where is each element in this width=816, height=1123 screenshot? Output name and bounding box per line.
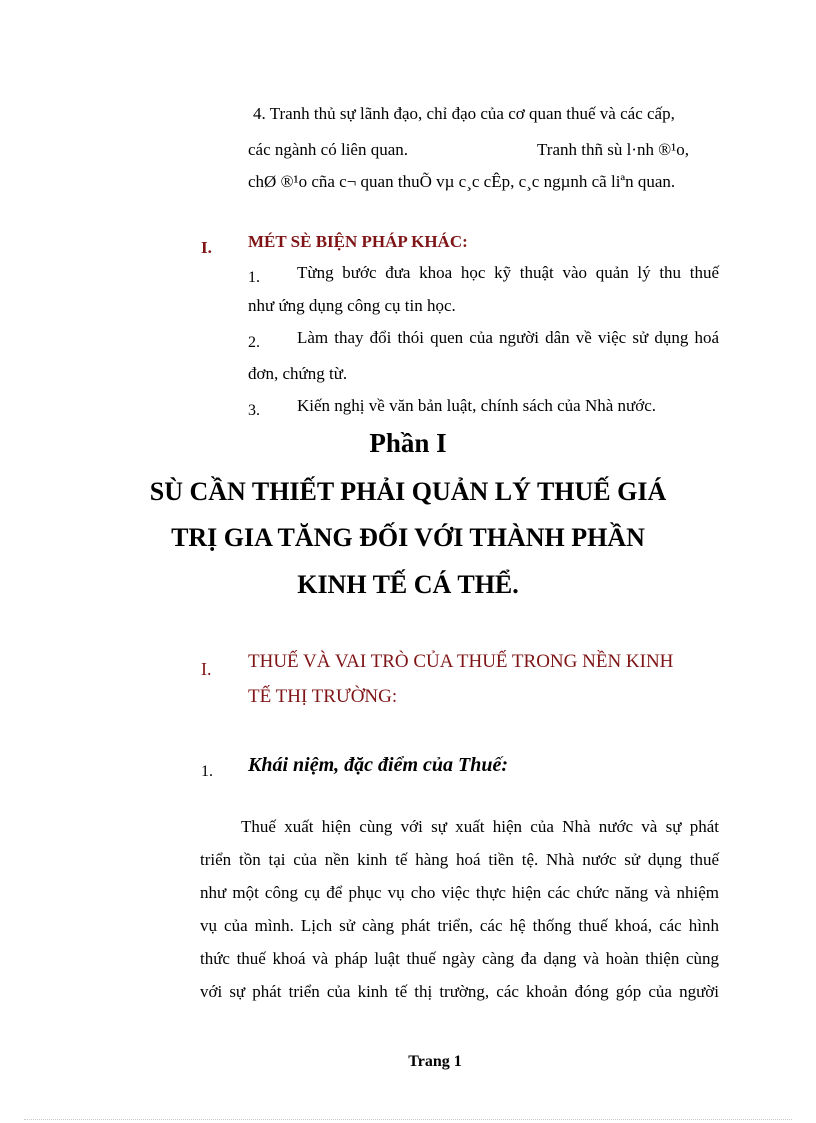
body-line: như một công cụ để phục vụ cho việc thực hiện các chức năng và nhiệm bbox=[200, 883, 719, 902]
list-item-text: Từng bước đưa khoa học kỹ thuật vào quản lý thu thuế bbox=[297, 263, 719, 282]
section-1-heading-line-2: TẾ THỊ TRƯỜNG: bbox=[248, 686, 398, 707]
list-item-text-cont: đơn, chứng từ. bbox=[248, 364, 348, 383]
intro-line-3: chØ ®¹o cña c¬ quan thuÕ vµ c¸c cÊp, c¸c ngµnh cã liªn quan. bbox=[248, 172, 676, 191]
section-1-heading-line-1: THUẾ VÀ VAI TRÒ CỦA THUẾ TRONG NỀN KINH bbox=[248, 651, 674, 672]
intro-line-2b: Tranh thñ sù l·nh ®¹o, bbox=[537, 140, 689, 159]
body-line: thức thuế khoá và pháp luật thuế ngày càng đa dạng và hoàn thiện cùng bbox=[200, 949, 719, 968]
list-item-text-cont: như ứng dụng công cụ tin học. bbox=[248, 296, 456, 315]
list-item-text: Làm thay đổi thói quen của người dân về việc sử dụng hoá bbox=[297, 328, 719, 347]
part-title-line-1: SÙ CẦN THIẾT PHẢI QUẢN LÝ THUẾ GIÁ bbox=[149, 477, 667, 506]
subsection-title: Khái niệm, đặc điểm của Thuế: bbox=[248, 754, 508, 776]
section-heading: MÉT SÈ BIỆN PHÁP KHÁC: bbox=[248, 232, 468, 251]
intro-line-1: 4. Tranh thủ sự lãnh đạo, chỉ đạo của cơ quan thuế và các cấp, bbox=[253, 104, 675, 123]
body-line: Thuế xuất hiện cùng với sự xuất hiện của Nhà nước và sự phát bbox=[241, 817, 719, 836]
body-line: triển tồn tại của nền kinh tế hàng hoá tiền tệ. Nhà nước sử dụng thuế bbox=[200, 850, 719, 869]
intro-line-2a: các ngành có liên quan. bbox=[248, 140, 409, 159]
part-title-line-3: KINH TẾ CÁ THỂ. bbox=[297, 570, 519, 599]
body-line: với sự phát triển của kinh tế thị trường, các khoản đóng góp của người bbox=[200, 982, 719, 1001]
section-1-marker: I. bbox=[201, 659, 212, 679]
section-marker: I. bbox=[201, 238, 212, 257]
part-label: Phần I bbox=[369, 428, 447, 458]
page-bottom-divider bbox=[24, 1119, 792, 1120]
part-title-line-2: TRỊ GIA TĂNG ĐỐI VỚI THÀNH PHẦN bbox=[171, 523, 645, 552]
page-number-footer: Trang 1 bbox=[408, 1053, 462, 1070]
list-item-number: 3. bbox=[248, 402, 260, 419]
body-line: vụ của mình. Lịch sử càng phát triển, các hệ thống thuế khoá, các hình bbox=[200, 916, 719, 935]
subsection-number: 1. bbox=[201, 763, 213, 780]
list-item-number: 2. bbox=[248, 334, 260, 351]
list-item-number: 1. bbox=[248, 269, 260, 286]
list-item-text: Kiến nghị về văn bản luật, chính sách của Nhà nước. bbox=[297, 396, 657, 415]
